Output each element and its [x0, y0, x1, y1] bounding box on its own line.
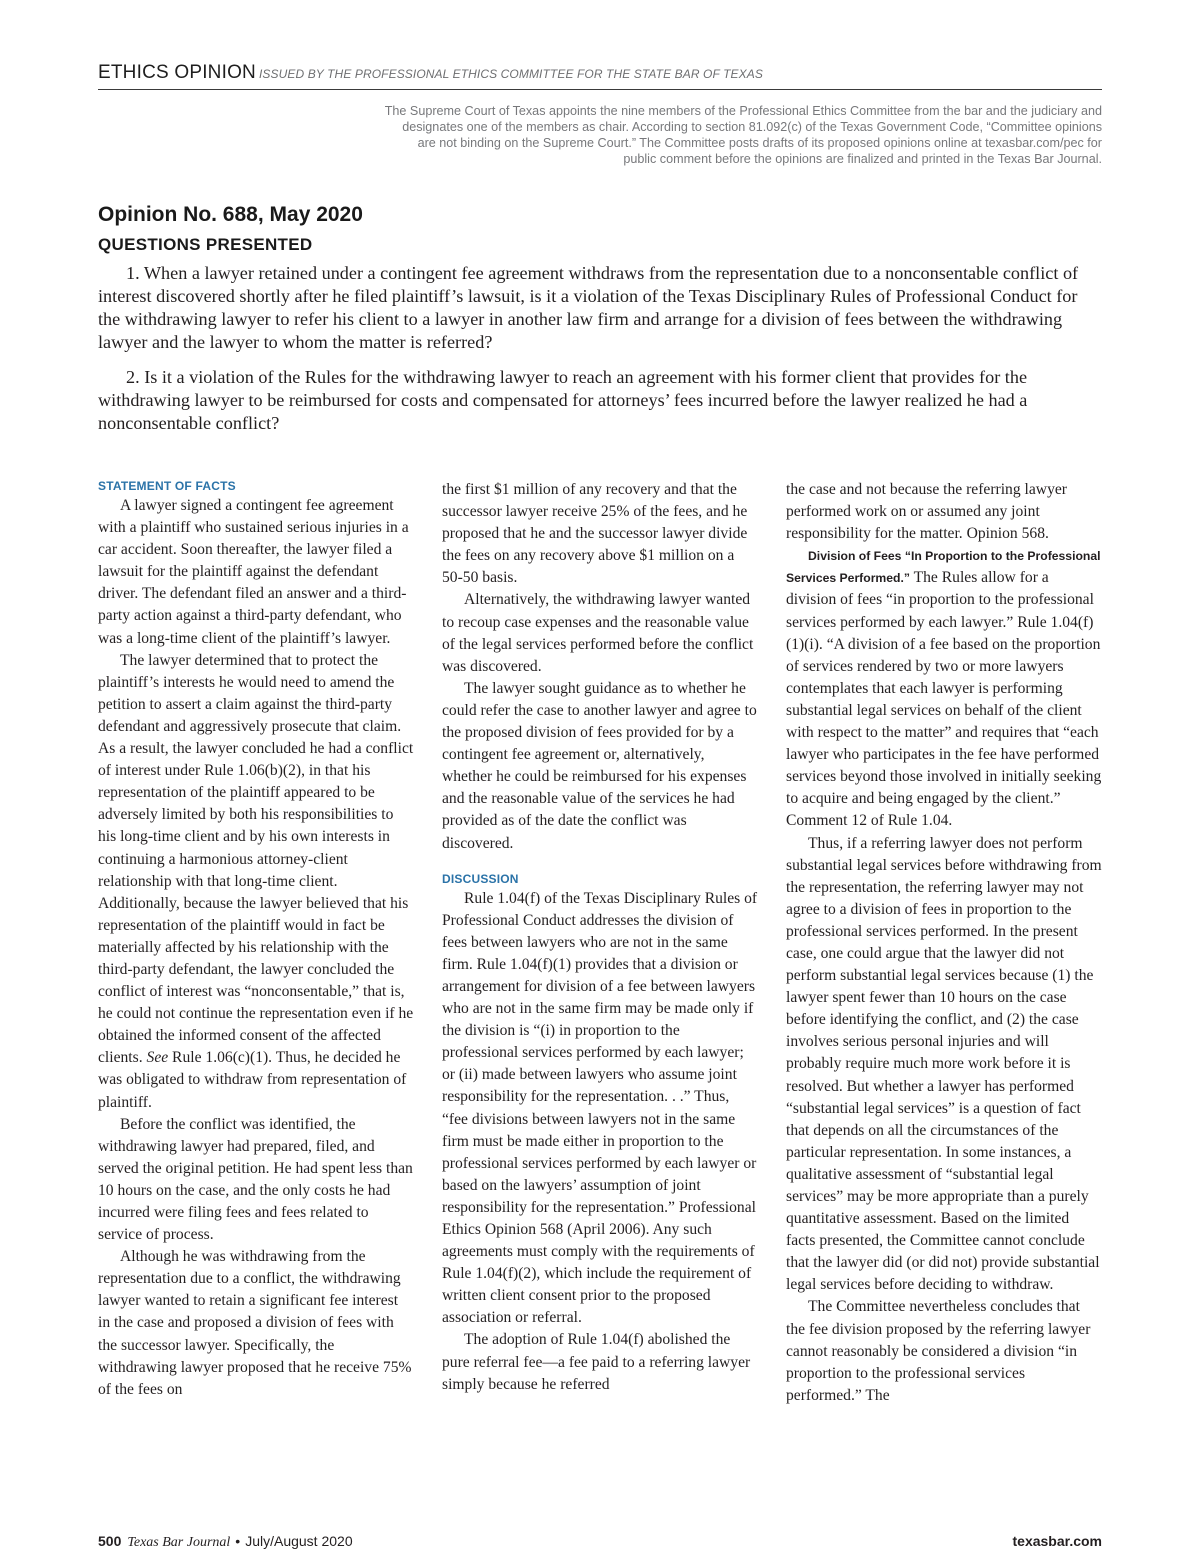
discussion-heading: DISCUSSION [442, 871, 519, 886]
section-label: ETHICS OPINION [98, 62, 256, 83]
page-footer [98, 1533, 1102, 1551]
facts-paragraph-3: Before the conflict was identified, the withdrawing lawyer had prepared, filed, and served the original petition. He had spent less than 10 hours on the case, and the only costs he had incurred were filing fees and fees related to service of process. [98, 1115, 413, 1244]
running-header [98, 62, 1102, 90]
facts-paragraph-4-cont: the first $1 million of any recovery and that the successor lawyer receive 25% of the fees, and he proposed that he and the successor lawyer divide the fees on any recovery above $1 million on a 50-50 basis. [442, 481, 748, 587]
facts-paragraph-2-end: Rule 1.06(c)(1). Thus, he decided he was obligated to withdraw from representation of plaintiff. [98, 1049, 407, 1111]
section-subtitle: ISSUED BY THE PROFESSIONAL ETHICS COMMITTEE FOR THE STATE BAR OF TEXAS [258, 67, 763, 81]
facts-paragraph-2-text: The lawyer determined that to protect the plaintiff’s interests he would need to amend the petition to assert a claim against the third-party defendant and aggressively prosecute that claim. As a result, the lawyer concluded he had a conflict of interest under Rule 1.06(b)(2), in that his representation of the plaintiff appeared to be adversely limited by both his responsibilities to his long-time client and by his own interests in continuing a harmonious attorney-client relationship with that long-time client. Additionally, because the lawyer believed that his representation of the plaintiff would in fact be materially affected by his relationship with the third-party defendant, the lawyer concluded the conflict of interest was “nonconsentable,” that is, he could not continue the representation even if he obtained the informed consent of the affected clients. [98, 651, 414, 1067]
discussion-paragraph-2: The adoption of Rule 1.04(f) abolished the pure referral fee—a fee paid to a referring lawyer simply because he referred [442, 1331, 751, 1393]
header-rule [98, 89, 1102, 90]
journal-name: Texas Bar Journal [127, 1535, 231, 1550]
statement-of-facts-heading: STATEMENT OF FACTS [98, 479, 236, 493]
division-of-fees-paragraph [786, 545, 1102, 832]
opinion-title: Opinion No. 688, May 2020 [98, 203, 363, 226]
division-of-fees-text: The Rules allow for a division of fees “in proportion to the professional services performed by each lawyer.” Rule 1.04(f)(1)(i). “A division of a fee based on the proportion of services rendered by two or more lawyers contemplates that each lawyer is performing substantial legal services on behalf of the client with respect to the matter” and requires that “each lawyer who participates in the fee have performed services beyond those involved in initially seeking to acquire and being engaged by the client.” Comment 12 of Rule 1.04. [786, 569, 1102, 830]
column-1 [98, 479, 414, 1407]
footer-left [98, 1533, 353, 1551]
body-columns [98, 479, 1102, 1407]
facts-paragraph-4: Although he was withdrawing from the representation due to a conflict, the withdrawing lawyer wanted to retain a significant fee interest in the case and proposed a division of fees with the successor lawyer. Specifically, the withdrawing lawyer proposed that he receive 75% of the fees on [98, 1248, 412, 1398]
header-line [98, 62, 1102, 84]
facts-paragraph-5: Alternatively, the withdrawing lawyer wanted to recoup case expenses and the reasonable value of the legal services performed before the conflict was discovered. [442, 591, 754, 675]
discussion-paragraph-4: Thus, if a referring lawyer does not perform substantial legal services before withdrawing from the representation, the referring lawyer may not agree to a division of fees in proportion to the professional services performed. In the present case, one could argue that the lawyer did not perform substantial legal services because (1) the lawyer spent fewer than 10 hours on the case before identifying the conflict, and (2) the case involves serious personal injuries and will probably require much more work before it is resolved. But whether a lawyer has performed “substantial legal services” is a question of fact that depends on all the circumstances of the particular representation. In some instances, a qualitative assessment of “substantial legal services” may be more appropriate than a purely quantitative assessment. Based on the limited facts presented, the Committee cannot conclude that the lawyer did (or did not) provide substantial legal services before deciding to withdraw. [786, 834, 1102, 1294]
see-signal: See [146, 1049, 169, 1067]
facts-paragraph-6: The lawyer sought guidance as to whether he could refer the case to another lawyer and agree to the proposed division of fees provided for by a contingent fee agreement or, alternatively, whether he could be reimbursed for his expenses and the reasonable value of the services he had provided as of the date the conflict was discovered. [442, 679, 757, 852]
questions-heading: QUESTIONS PRESENTED [98, 235, 313, 254]
footer-bullet: • [235, 1533, 241, 1549]
question-2: 2. Is it a violation of the Rules for the withdrawing lawyer to reach an agreement with his former client that provides for the withdrawing lawyer to be reimbursed for costs and compensated for attorneys’ fees incurred before the lawyer realized he had a nonconsentable conflict? [98, 367, 1028, 433]
discussion-paragraph-5: The Committee nevertheless concludes that the fee division proposed by the referring lawyer cannot reasonably be considered a division “in proportion to the professional services performed.” The [786, 1298, 1091, 1404]
discussion-paragraph-2-cont: the case and not because the referring lawyer performed work on or assumed any joint responsibility for the matter. Opinion 568. [786, 481, 1067, 543]
facts-paragraph-1: A lawyer signed a contingent fee agreement with a plaintiff who sustained serious injuries in a car accident. Soon thereafter, the lawyer filed a lawsuit for the plaintiff against the defendant driver. The defendant filed an answer and a third-party action against a third-party defendant, who was a long-time client of the plaintiff’s lawyer. [98, 497, 409, 647]
column-3 [786, 479, 1102, 1407]
questions-presented [98, 262, 1102, 447]
question-1: 1. When a lawyer retained under a contingent fee agreement withdraws from the representation due to a nonconsentable conflict of interest discovered shortly after he filed plaintiff’s lawsuit, is it a violation of the Texas Disciplinary Rules of Professional Conduct for the withdrawing lawyer to refer his client to a lawyer in another law firm and arrange for a division of fees between the withdrawing lawyer and the lawyer to whom the matter is referred? [98, 263, 1079, 352]
column-2 [442, 479, 758, 1407]
discussion-paragraph-1: Rule 1.04(f) of the Texas Disciplinary Rules of Professional Conduct addresses the division of fees between lawyers who are not in the same firm. Rule 1.04(f)(1) provides that a division or arrangement for division of a fee between lawyers who are not in the same firm may be made only if the division is “(i) in proportion to the professional services performed by each lawyer; or (ii) made between lawyers who assume joint responsibility for the representation. . .” Thus, “fee divisions between lawyers not in the same firm must be made either in proportion to the professional services performed by each lawyer or based on the lawyers’ assumption of joint responsibility for the representation.” Professional Ethics Opinion 568 (April 2006). Any such agreements must comply with the requirements of Rule 1.04(f)(2), which include the requirement of written client consent prior to the proposed association or referral. [442, 889, 758, 1327]
page-number: 500 [98, 1533, 122, 1549]
division-of-fees-subheading: Division of Fees “In Proportion to the Professional Services Performed.” [786, 549, 1101, 586]
facts-paragraph-2 [98, 650, 414, 1114]
issue-date: July/August 2020 [245, 1533, 353, 1549]
committee-intro: The Supreme Court of Texas appoints the nine members of the Professional Ethics Committee from the bar and the judiciary and designates one of the members as chair. According to section 81.092(c) of the Texas Government Code, “Committee opinions are not binding on the Supreme Court.” The Committee posts drafts of its proposed opinions online at texasbar.com/pec for public comment before the opinions are finalized and printed in the Texas Bar Journal. [384, 104, 1102, 166]
site-url: texasbar.com [1012, 1533, 1102, 1549]
